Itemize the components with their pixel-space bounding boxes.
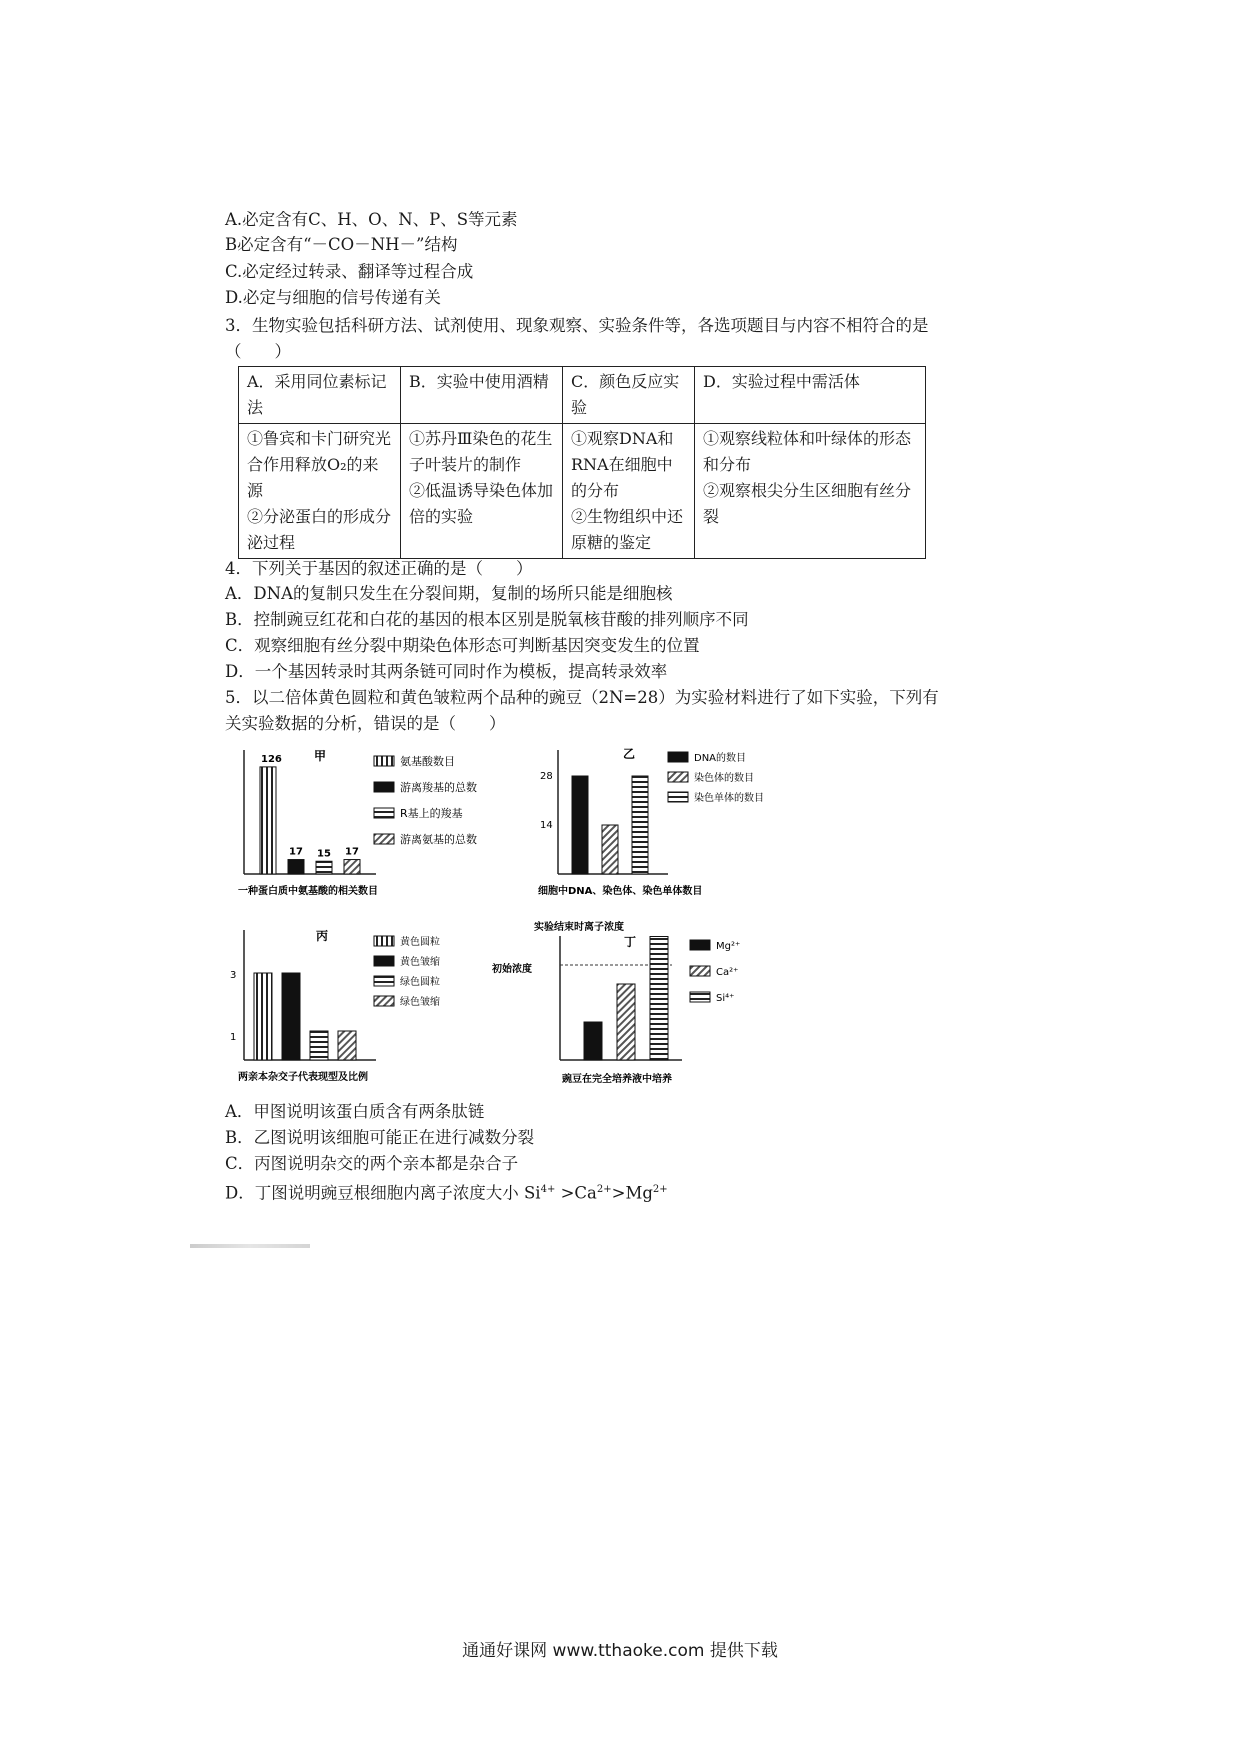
jia-bar-3 [316,861,332,874]
scan-smudge [190,1244,310,1248]
ion-si-charge: 4+ [540,1184,556,1195]
yi-legend-swatch-3 [668,792,688,802]
ding-legend-label-1: Mg²⁺ [716,941,741,952]
jia-value-label-3: 15 [317,848,331,860]
q3-stem: 3．生物实验包括科研方法、试剂使用、现象观察、实验条件等，各选项题目与内容不相符合的是 [225,316,929,335]
q3-cell-b-1: ①苏丹Ⅲ染色的花生子叶装片的制作 [409,429,553,474]
jia-legend-label-1: 氨基酸数目 [400,755,455,768]
bing-legend-label-3: 绿色圆粒 [400,977,440,988]
jia-legend-label-4: 游离氨基的总数 [400,833,477,846]
q3-paren: （ ） [225,342,291,361]
q3-content-row [239,424,926,559]
ion-mg-charge: 2+ [652,1184,668,1195]
jia-bar-2 [288,860,304,874]
q2-option-c: C.必定经过转录、翻译等过程合成 [225,262,474,281]
q5-option-a: A．甲图说明该蛋白质含有两条肽链 [225,1102,485,1121]
bing-tick-3: 3 [230,970,237,981]
jia-title: 甲 [314,749,327,763]
q3-header-d: D．实验过程中需活体 [695,367,926,424]
q4-option-b: B．控制豌豆红花和白花的基因的根本区别是脱氧核苷酸的排列顺序不同 [225,610,749,629]
page-footer: 通通好课网 www.tthaoke.com 提供下载 [462,1641,778,1661]
yi-legend-label-3: 染色单体的数目 [694,793,764,804]
yi-bar-3 [632,776,648,874]
q3-cell-d-1: ①观察线粒体和叶绿体的形态和分布 [703,429,912,474]
bing-legend-swatch-1 [374,936,394,946]
yi-tick-28: 28 [540,771,553,782]
q3-header-b: B．实验中使用酒精 [401,367,563,424]
q2-option-a: A.必定含有C、H、O、N、P、S等元素 [225,210,518,229]
ding-reference-label: 初始浓度 [492,964,532,975]
ding-bar-1 [584,1022,602,1060]
yi-bar-1 [572,776,588,874]
ding-ylabel: 实验结束时离子浓度 [534,922,624,933]
q5-stem-2: 关实验数据的分析，错误的是（ ） [225,714,506,733]
q5-option-b: B．乙图说明该细胞可能正在进行减数分裂 [225,1128,535,1147]
q5-stem-1: 5．以二倍体黄色圆粒和黄色皱粒两个品种的豌豆（2N=28）为实验材料进行了如下实验，下列有 [225,688,939,707]
ding-legend-swatch-2 [690,966,710,976]
yi-legend-label-2: 染色体的数目 [694,773,754,784]
bing-legend-label-4: 绿色皱缩 [400,997,440,1008]
jia-legend-swatch-2 [374,782,394,792]
bing-bar-1 [254,973,272,1060]
ding-legend-label-3: Si⁴⁺ [716,993,735,1004]
bing-title: 丙 [316,929,329,943]
jia-legend-label-2: 游离羧基的总数 [400,781,477,794]
q4-option-a: A．DNA的复制只发生在分裂间期，复制的场所只能是细胞核 [225,584,673,603]
jia-bar-1 [260,767,276,874]
jia-legend-swatch-3 [374,808,394,818]
q4-stem: 4．下列关于基因的叙述正确的是（ ） [225,559,533,578]
chart-bing [230,926,536,1086]
bing-bar-2 [282,973,300,1060]
q3-cell-d-2: ②观察根尖分生区细胞有丝分裂 [703,481,912,526]
q3-cell-a-2: ②分泌蛋白的形成分泌过程 [247,507,392,552]
yi-caption: 细胞中DNA、染色体、染色单体数目 [538,886,703,897]
jia-legend-label-3: R基上的羧基 [400,807,463,820]
jia-bar-4 [344,860,360,874]
q3-cell-a-1: ①鲁宾和卡门研究光合作用释放O₂的来源 [247,429,392,500]
q3-table [238,366,926,559]
chart-yi [538,746,808,901]
bing-caption: 两亲本杂交子代表现型及比例 [238,1072,368,1083]
yi-legend-swatch-1 [668,752,688,762]
q3-cell-c-1: ①观察DNA和RNA在细胞中的分布 [571,429,674,500]
ding-legend-label-2: Ca²⁺ [716,967,739,978]
yi-legend-label-1: DNA的数目 [694,753,747,764]
bing-legend-label-2: 黄色皱缩 [400,957,440,968]
bing-legend-swatch-3 [374,976,394,986]
ding-title: 丁 [624,935,637,949]
jia-value-label-4: 17 [345,846,359,858]
ding-bar-3 [650,937,668,1061]
q3-cell-b [401,424,563,559]
yi-title: 乙 [623,747,636,761]
ion-si: Si [523,1183,541,1203]
chart-jia [236,746,536,901]
q3-header-c: C．颜色反应实验 [563,367,695,424]
ding-legend-swatch-3 [690,992,710,1002]
ding-legend-swatch-1 [690,940,710,950]
jia-legend-swatch-1 [374,756,394,766]
q5-option-d-text: D．丁图说明豌豆根细胞内离子浓度大小 [225,1183,519,1203]
chart-ding [492,918,772,1088]
q3-cell-c [563,424,695,559]
ion-ca-charge: 2+ [596,1184,612,1195]
q3-cell-b-2: ②低温诱导染色体加倍的实验 [409,481,554,526]
jia-legend-swatch-4 [374,834,394,844]
q3-cell-a [239,424,401,559]
ding-caption: 豌豆在完全培养液中培养 [562,1074,672,1085]
ding-bar-2 [617,984,635,1060]
q5-option-d [225,1178,668,1206]
ion-mg: >Mg [611,1183,653,1203]
ion-ca: >Ca [555,1183,597,1203]
q3-header-a: A．采用同位素标记法 [239,367,401,424]
yi-legend-swatch-2 [668,772,688,782]
q5-option-c: C．丙图说明杂交的两个亲本都是杂合子 [225,1154,519,1173]
yi-bar-2 [602,825,618,874]
q3-cell-d [695,424,926,559]
bing-legend-swatch-2 [374,956,394,966]
q4-option-d: D．一个基因转录时其两条链可同时作为模板，提高转录效率 [225,662,668,681]
q2-option-d: D.必定与细胞的信号传递有关 [225,288,441,307]
bing-bar-3 [310,1031,328,1060]
jia-caption: 一种蛋白质中氨基酸的相关数目 [238,886,378,897]
q3-header-row [239,367,926,424]
jia-value-label-1: 126 [261,753,282,765]
yi-tick-14: 14 [540,820,553,831]
bing-tick-1: 1 [230,1032,237,1043]
bing-legend-label-1: 黄色圆粒 [400,937,440,948]
q3-cell-c-2: ②生物组织中还原糖的鉴定 [571,507,684,552]
bing-legend-swatch-4 [374,996,394,1006]
q2-option-b: B必定含有“－CO－NH－”结构 [225,235,458,254]
q4-option-c: C．观察细胞有丝分裂中期染色体形态可判断基因突变发生的位置 [225,636,700,655]
jia-value-label-2: 17 [289,846,303,858]
bing-bar-4 [338,1031,356,1060]
